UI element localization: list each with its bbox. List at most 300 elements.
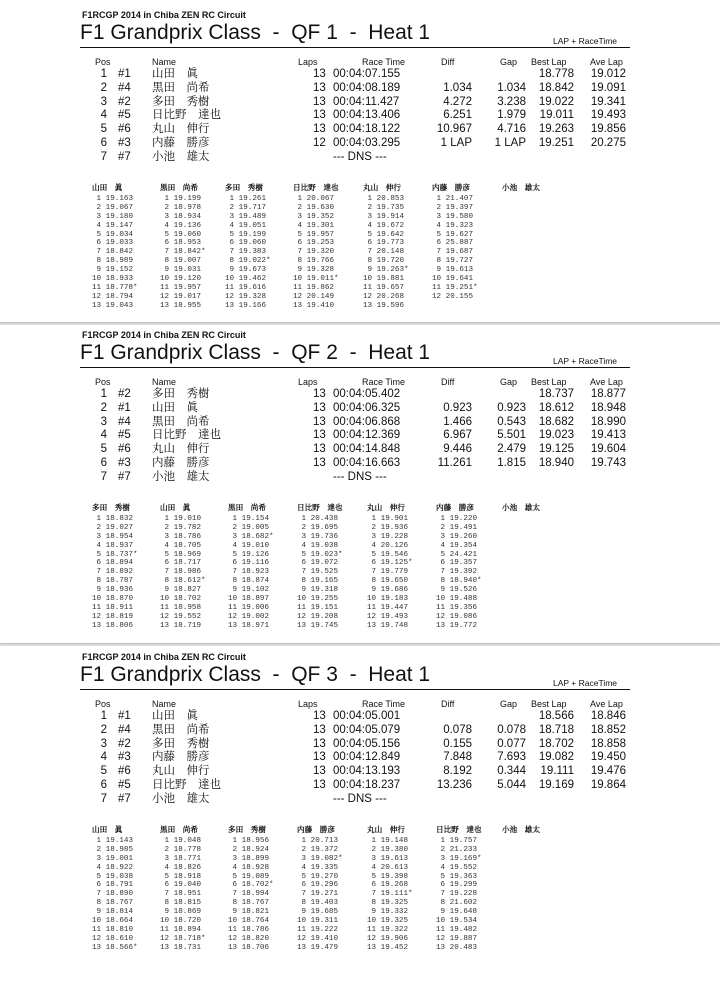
driver-name: 日比野 達也 <box>152 109 221 122</box>
ave-lap: 18.852 <box>590 723 626 736</box>
lap-driver-name: 丸山 伸行 <box>367 825 405 834</box>
lap-times-column <box>228 504 274 631</box>
lap-time-entry: 2 21.233 <box>436 845 478 854</box>
race-time: 00:04:05.156 <box>333 737 401 750</box>
race-time: 00:04:05.001 <box>333 710 401 722</box>
lap-time-entry: 6 19.357 <box>436 559 478 568</box>
lap-time-entry: 9 19.648 <box>436 908 478 917</box>
lap-time-entry: 13 19.166 <box>225 301 267 310</box>
result-row <box>0 457 720 470</box>
lap-time-entry: 2 19.936 <box>367 523 409 532</box>
lap-time-entry: 6 19.033 <box>92 239 134 248</box>
ave-lap: 19.341 <box>590 95 626 108</box>
lap-time-entry: 2 19.782 <box>160 523 202 532</box>
pos: 1 <box>100 388 107 400</box>
lap-time-entry: 10 19.534 <box>436 917 478 926</box>
pos: 5 <box>100 765 107 778</box>
column-header: Laps <box>298 57 318 67</box>
lap-time-entry: 9 19.686 <box>367 586 409 595</box>
lap-driver-name: 丸山 伸行 <box>367 503 405 512</box>
ave-lap: 19.012 <box>590 68 626 80</box>
lap-time-entry: 9 19.673 <box>225 266 267 275</box>
driver-name: 山田 眞 <box>152 401 198 414</box>
lap-time-entry: 6 19.773 <box>363 239 405 248</box>
title-divider <box>80 689 630 690</box>
car-number: #4 <box>118 723 131 736</box>
lap-time-entry: 4 20.126 <box>367 541 409 550</box>
lap-time-entry: 13 20.483 <box>436 943 478 952</box>
driver-name: 丸山 伸行 <box>152 123 210 136</box>
lap-time-entry: 7 18.842 <box>92 248 134 257</box>
lap-time-entry: 7 18.842* <box>160 248 206 257</box>
lap-time-entry: 1 21.407 <box>432 194 474 203</box>
report-type: LAP + RaceTime <box>553 36 618 46</box>
gap: 0.543 <box>497 415 526 428</box>
lap-time-entry: 6 19.060 <box>225 239 267 248</box>
lap-driver-name: 山田 眞 <box>92 183 123 192</box>
driver-name: 丸山 伸行 <box>152 443 210 456</box>
lap-time-entry: 6 19.296 <box>297 881 339 890</box>
laps: 13 <box>313 443 326 456</box>
lap-time-entry: 8 19.727 <box>432 257 474 266</box>
race-time: 00:04:14.848 <box>333 443 401 456</box>
lap-time-entry: 8 19.650 <box>367 577 409 586</box>
lap-times-column <box>367 826 413 953</box>
lap-time-entry: 9 19.526 <box>436 586 478 595</box>
lap-time-entry: 11 19.862 <box>293 283 335 292</box>
pos: 7 <box>100 150 107 163</box>
laps: 13 <box>313 779 326 791</box>
laps: 13 <box>313 415 326 428</box>
best-lap: 19.022 <box>538 95 574 108</box>
best-lap: 19.111 <box>540 765 574 778</box>
lap-time-entry: 9 19.263* <box>363 266 409 275</box>
diff: 1 LAP <box>440 137 472 149</box>
lap-time-entry: 2 18.778 <box>160 845 202 854</box>
heat-title: F1 Grandprix Class - QF 2 - Heat 1 <box>80 341 431 364</box>
diff: 10.967 <box>436 123 472 136</box>
pos: 7 <box>100 792 107 805</box>
lap-time-entry: 3 19.580 <box>432 212 474 221</box>
column-header: Diff <box>441 377 455 387</box>
ave-lap: 18.990 <box>590 415 626 428</box>
column-header: Race Time <box>362 699 406 709</box>
gap: 0.923 <box>497 401 526 414</box>
race-time: 00:04:06.868 <box>333 415 401 428</box>
lap-time-entry: 10 18.870 <box>92 595 134 604</box>
column-header: Gap <box>500 699 518 709</box>
laps: 13 <box>313 81 326 94</box>
pos: 1 <box>100 68 107 80</box>
lap-time-entry: 4 19.335 <box>297 863 339 872</box>
lap-time-entry: 3 19.180 <box>92 212 134 221</box>
column-header: Best Lap <box>531 699 567 709</box>
event-name: F1RCGP 2014 in Chiba ZEN RC Circuit <box>82 652 246 662</box>
ave-lap: 18.877 <box>590 388 626 400</box>
lap-time-entry: 5 19.089 <box>228 872 270 881</box>
best-lap: 19.263 <box>538 123 574 136</box>
driver-name: 黒田 尚希 <box>152 81 210 94</box>
race-time: 00:04:08.189 <box>333 81 401 94</box>
result-row <box>0 388 720 401</box>
car-number: #7 <box>118 150 131 163</box>
diff: 1.034 <box>443 81 472 94</box>
lap-time-entry: 13 18.806 <box>92 621 134 630</box>
lap-time-entry: 6 19.268 <box>367 881 409 890</box>
lap-time-entry: 3 19.001 <box>92 854 134 863</box>
ave-lap: 19.864 <box>590 779 626 791</box>
lap-times-column <box>92 184 138 311</box>
pos: 2 <box>100 723 107 736</box>
lap-time-entry: 1 20.853 <box>363 194 405 203</box>
car-number: #3 <box>118 137 131 149</box>
driver-name: 日比野 達也 <box>152 429 221 442</box>
lap-time-entry: 2 19.695 <box>297 523 339 532</box>
best-lap: 19.125 <box>538 443 574 456</box>
lap-time-entry: 8 19.007 <box>160 257 202 266</box>
lap-time-entry: 9 18.814 <box>92 908 134 917</box>
column-header: Best Lap <box>531 377 567 387</box>
race-time: --- DNS --- <box>333 792 387 805</box>
result-row <box>0 724 720 737</box>
lap-time-entry: 5 19.038 <box>92 872 134 881</box>
ave-lap: 19.091 <box>590 81 626 94</box>
lap-time-entry: 6 19.253 <box>293 239 335 248</box>
lap-time-entry: 11 18.894 <box>160 925 202 934</box>
lap-time-entry: 7 19.687 <box>432 248 474 257</box>
lap-time-entry: 11 19.251* <box>432 283 478 292</box>
car-number: #1 <box>118 401 131 414</box>
gap: 0.344 <box>497 765 526 778</box>
laps: 13 <box>313 765 326 778</box>
ave-lap: 20.275 <box>590 137 626 149</box>
lap-times-column <box>502 504 540 515</box>
lap-time-entry: 12 18.718* <box>160 934 206 943</box>
diff: 0.923 <box>443 401 472 414</box>
lap-time-entry: 7 18.890 <box>92 890 134 899</box>
lap-driver-name: 内藤 勝彦 <box>436 503 474 512</box>
column-header: Name <box>152 699 177 709</box>
lap-times-column <box>160 826 206 953</box>
lap-time-entry: 7 18.994 <box>228 890 270 899</box>
best-lap: 18.566 <box>538 710 574 722</box>
lap-time-entry: 1 19.148 <box>367 836 409 845</box>
lap-time-entry: 5 19.363 <box>436 872 478 881</box>
lap-time-entry: 8 19.022* <box>225 257 271 266</box>
lap-time-entry: 1 19.220 <box>436 514 478 523</box>
best-lap: 19.023 <box>538 429 574 442</box>
race-time: 00:04:18.122 <box>333 123 401 136</box>
lap-time-entry: 8 18.874 <box>228 577 270 586</box>
driver-name: 内藤 勝彦 <box>152 751 210 764</box>
lap-time-entry: 8 21.602 <box>436 899 478 908</box>
race-time: --- DNS --- <box>333 150 387 163</box>
best-lap: 18.737 <box>538 388 574 400</box>
best-lap: 18.718 <box>538 723 574 736</box>
lap-time-entry: 1 19.199 <box>160 194 202 203</box>
lap-time-entry: 11 19.957 <box>160 283 202 292</box>
ave-lap: 18.858 <box>590 737 626 750</box>
driver-name: 黒田 尚希 <box>152 415 210 428</box>
best-lap: 18.702 <box>538 737 574 750</box>
lap-time-entry: 8 18.815 <box>160 899 202 908</box>
pos: 3 <box>100 415 107 428</box>
lap-driver-name: 多田 秀樹 <box>225 183 263 192</box>
result-row <box>0 793 720 806</box>
lap-time-entry: 1 19.010 <box>160 514 202 523</box>
column-header: Race Time <box>362 57 406 67</box>
lap-time-entry: 9 18.936 <box>92 586 134 595</box>
lap-time-entry: 11 18.911 <box>92 603 134 612</box>
pos: 6 <box>100 457 107 469</box>
lap-time-entry: 10 19.311 <box>297 917 339 926</box>
lap-time-entry: 4 19.136 <box>160 221 202 230</box>
lap-time-entry: 1 20.067 <box>293 194 335 203</box>
gap: 1 LAP <box>494 137 526 149</box>
laps: 13 <box>313 68 326 80</box>
lap-time-entry: 12 19.906 <box>367 934 409 943</box>
lap-time-entry: 11 18.810 <box>92 925 134 934</box>
event-name: F1RCGP 2014 in Chiba ZEN RC Circuit <box>82 10 246 20</box>
diff: 0.155 <box>443 737 472 750</box>
diff: 6.251 <box>443 109 472 122</box>
result-row <box>0 82 720 95</box>
car-number: #5 <box>118 109 131 122</box>
lap-time-entry: 13 18.955 <box>160 301 202 310</box>
pos: 5 <box>100 443 107 456</box>
race-time: 00:04:07.155 <box>333 68 401 80</box>
lap-time-entry: 12 20.149 <box>293 292 335 301</box>
lap-time-entry: 4 20.613 <box>367 863 409 872</box>
pos: 5 <box>100 123 107 136</box>
lap-time-entry: 2 19.491 <box>436 523 478 532</box>
lap-time-entry: 2 18.924 <box>228 845 270 854</box>
ave-lap: 19.450 <box>590 751 626 764</box>
lap-time-entry: 10 18.720 <box>160 917 202 926</box>
car-number: #2 <box>118 737 131 750</box>
lap-time-entry: 7 18.951 <box>160 890 202 899</box>
car-number: #6 <box>118 123 131 136</box>
lap-time-entry: 13 19.479 <box>297 943 339 952</box>
column-header: Diff <box>441 57 455 67</box>
lap-time-entry: 7 19.392 <box>436 568 478 577</box>
lap-time-entry: 7 19.383 <box>225 248 267 257</box>
diff: 0.078 <box>443 723 472 736</box>
lap-time-entry: 11 19.222 <box>297 925 339 934</box>
column-header: Laps <box>298 699 318 709</box>
lap-time-entry: 5 19.627 <box>432 230 474 239</box>
lap-time-entry: 13 19.745 <box>297 621 339 630</box>
lap-time-entry: 10 18.702 <box>160 595 202 604</box>
driver-name: 山田 眞 <box>152 68 198 80</box>
lap-time-entry: 10 19.120 <box>160 275 202 284</box>
lap-times-column <box>436 504 482 631</box>
pos: 7 <box>100 470 107 483</box>
lap-time-entry: 9 19.031 <box>160 266 202 275</box>
lap-times-column <box>297 504 343 631</box>
best-lap: 18.842 <box>538 81 574 94</box>
lap-time-entry: 3 18.954 <box>92 532 134 541</box>
lap-driver-name: 日比野 達也 <box>436 825 482 834</box>
gap: 1.034 <box>497 81 526 94</box>
race-time: 00:04:05.079 <box>333 723 401 736</box>
result-row <box>0 443 720 456</box>
report-type: LAP + RaceTime <box>553 356 618 366</box>
result-row <box>0 416 720 429</box>
result-row <box>0 751 720 764</box>
lap-time-entry: 6 19.125* <box>367 559 413 568</box>
car-number: #1 <box>118 710 131 722</box>
race-time: 00:04:13.193 <box>333 765 401 778</box>
lap-time-entry: 11 19.356 <box>436 603 478 612</box>
car-number: #3 <box>118 457 131 469</box>
car-number: #2 <box>118 388 131 400</box>
lap-time-entry: 5 19.034 <box>92 230 134 239</box>
lap-time-entry: 12 20.268 <box>363 292 405 301</box>
gap: 4.716 <box>497 123 526 136</box>
lap-time-entry: 5 18.737* <box>92 550 138 559</box>
lap-time-entry: 13 19.043 <box>92 301 134 310</box>
lap-time-entry: 3 19.228 <box>367 532 409 541</box>
ave-lap: 19.476 <box>590 765 626 778</box>
lap-time-entry: 2 19.717 <box>225 203 267 212</box>
lap-time-entry: 10 18.933 <box>92 275 134 284</box>
race-time: 00:04:18.237 <box>333 779 401 791</box>
lap-time-entry: 6 18.717 <box>160 559 202 568</box>
lap-time-entry: 3 19.260 <box>436 532 478 541</box>
lap-driver-name: 内藤 勝彦 <box>297 825 335 834</box>
ave-lap: 19.856 <box>590 123 626 136</box>
driver-name: 黒田 尚希 <box>152 723 210 736</box>
lap-time-entry: 5 19.023* <box>297 550 343 559</box>
best-lap: 19.169 <box>538 779 574 791</box>
lap-times-column <box>160 184 206 311</box>
pos: 2 <box>100 401 107 414</box>
lap-time-entry: 5 19.126 <box>228 550 270 559</box>
lap-time-entry: 8 19.720 <box>363 257 405 266</box>
lap-time-entry: 10 19.325 <box>367 917 409 926</box>
lap-time-entry: 9 19.318 <box>297 586 339 595</box>
best-lap: 19.082 <box>538 751 574 764</box>
lap-time-entry: 9 18.869 <box>160 908 202 917</box>
lap-time-entry: 9 19.613 <box>432 266 474 275</box>
laps: 13 <box>313 751 326 764</box>
laps: 13 <box>313 737 326 750</box>
lap-time-entry: 9 18.821 <box>228 908 270 917</box>
result-row <box>0 402 720 415</box>
diff: 8.192 <box>443 765 472 778</box>
lap-time-entry: 4 18.922 <box>92 863 134 872</box>
lap-time-entry: 4 18.826 <box>160 863 202 872</box>
lap-time-entry: 13 19.596 <box>363 301 405 310</box>
lap-time-entry: 2 19.735 <box>363 203 405 212</box>
car-number: #7 <box>118 470 131 483</box>
column-header: Ave Lap <box>590 57 623 67</box>
lap-driver-name: 黒田 尚希 <box>160 183 198 192</box>
lap-time-entry: 12 19.552 <box>160 612 202 621</box>
laps: 13 <box>313 457 326 469</box>
lap-time-entry: 2 18.978 <box>160 203 202 212</box>
driver-name: 多田 秀樹 <box>152 95 210 108</box>
lap-times-column <box>436 826 482 953</box>
lap-time-entry: 12 20.155 <box>432 292 474 301</box>
lap-driver-name: 山田 眞 <box>160 503 191 512</box>
lap-time-entry: 1 20.438 <box>297 514 339 523</box>
heat-title: F1 Grandprix Class - QF 3 - Heat 1 <box>80 663 431 686</box>
lap-time-entry: 4 19.672 <box>363 221 405 230</box>
lap-time-entry: 3 19.613 <box>367 854 409 863</box>
lap-time-entry: 10 19.641 <box>432 275 474 284</box>
lap-time-entry: 5 18.918 <box>160 872 202 881</box>
lap-time-entry: 5 19.060 <box>160 230 202 239</box>
lap-times-column <box>367 504 413 631</box>
lap-time-entry: 3 19.914 <box>363 212 405 221</box>
lap-driver-name: 山田 眞 <box>92 825 123 834</box>
lap-time-entry: 4 19.147 <box>92 221 134 230</box>
lap-time-entry: 10 18.764 <box>228 917 270 926</box>
column-header: Ave Lap <box>590 699 623 709</box>
pos: 2 <box>100 81 107 94</box>
pos: 3 <box>100 737 107 750</box>
race-time: 00:04:12.849 <box>333 751 401 764</box>
lap-time-entry: 1 19.163 <box>92 194 134 203</box>
lap-time-entry: 11 19.006 <box>228 603 270 612</box>
lap-time-entry: 9 19.152 <box>92 266 134 275</box>
ave-lap: 19.493 <box>590 109 626 122</box>
title-divider <box>80 367 630 368</box>
lap-time-entry: 8 19.325 <box>367 899 409 908</box>
lap-driver-name: 小池 雄太 <box>502 825 540 834</box>
best-lap: 18.682 <box>538 415 574 428</box>
result-row <box>0 765 720 778</box>
lap-time-entry: 8 19.766 <box>293 257 335 266</box>
lap-time-entry: 2 19.630 <box>293 203 335 212</box>
lap-time-entry: 7 20.148 <box>363 248 405 257</box>
lap-time-entry: 4 19.051 <box>225 221 267 230</box>
lap-time-entry: 9 19.102 <box>228 586 270 595</box>
lap-times-column <box>297 826 343 953</box>
lap-driver-name: 小池 雄太 <box>502 503 540 512</box>
gap: 1.815 <box>497 457 526 469</box>
race-time: 00:04:03.295 <box>333 137 401 149</box>
title-divider <box>80 47 630 48</box>
lap-times-column <box>92 826 138 953</box>
lap-driver-name: 丸山 伸行 <box>363 183 401 192</box>
lap-driver-name: 多田 秀樹 <box>228 825 266 834</box>
lap-time-entry: 13 18.971 <box>228 621 270 630</box>
results-sheet <box>0 646 720 990</box>
result-row <box>0 68 720 81</box>
lap-time-entry: 5 18.969 <box>160 550 202 559</box>
lap-driver-name: 日比野 達也 <box>297 503 343 512</box>
lap-time-entry: 7 19.320 <box>293 248 335 257</box>
race-time: 00:04:13.406 <box>333 109 401 122</box>
column-header: Pos <box>95 699 111 709</box>
best-lap: 18.940 <box>538 457 574 469</box>
driver-name: 小池 雄太 <box>152 792 210 805</box>
lap-time-entry: 4 19.552 <box>436 863 478 872</box>
lap-time-entry: 6 18.791 <box>92 881 134 890</box>
results-sheet <box>0 0 720 322</box>
lap-time-entry: 12 19.086 <box>436 612 478 621</box>
lap-time-entry: 10 18.897 <box>228 595 270 604</box>
column-header: Ave Lap <box>590 377 623 387</box>
gap: 0.077 <box>497 737 526 750</box>
lap-time-entry: 5 19.546 <box>367 550 409 559</box>
lap-time-entry: 7 19.228 <box>436 890 478 899</box>
lap-time-entry: 10 19.011* <box>293 275 339 284</box>
car-number: #7 <box>118 792 131 805</box>
